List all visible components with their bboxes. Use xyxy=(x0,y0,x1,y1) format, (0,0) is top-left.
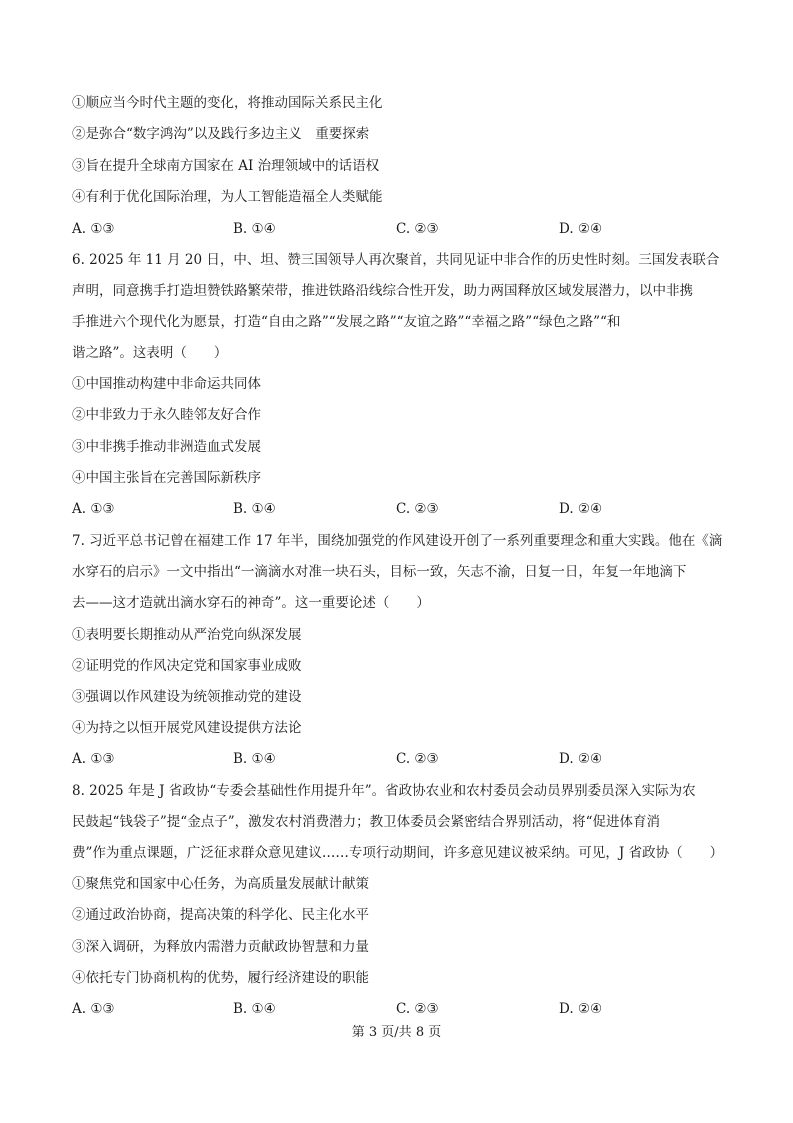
page-number: 第 3 页/共 8 页 xyxy=(351,1025,442,1040)
q6-option-d: D. ②④ xyxy=(559,501,603,517)
q5-item-1: ①顺应当今时代主题的变化，将推动国际关系民主化 xyxy=(72,95,383,111)
q7-item-2: ②证明党的作风决定党和国家事业成败 xyxy=(72,658,302,674)
q8-item-4: ④依托专门协商机构的优势，履行经济建设的职能 xyxy=(72,970,369,986)
q6-stem-line-4: 谐之路”。这表明（ ） xyxy=(72,345,228,361)
q8-stem-line-3: 费”作为重点课题，广泛征求群众意见建议……专项行动期间，许多意见建议被采纳。可见，J 省政协（ ） xyxy=(72,845,724,861)
q5-option-a: A. ①③ xyxy=(72,221,115,237)
q5-item-3: ③旨在提升全球南方国家在 AI 治理领域中的话语权 xyxy=(72,158,380,174)
q8-options xyxy=(72,1000,732,1018)
q6-item-3: ③中非携手推动非洲造血式发展 xyxy=(72,439,261,455)
q5-option-b: B. ①④ xyxy=(233,221,276,237)
q8-stem-line-1: 8. 2025 年是 J 省政协“专委会基础性作用提升年”。省政协农业和农村委员会动员界别委员深入实际为农 xyxy=(72,783,696,799)
q7-option-d: D. ②④ xyxy=(559,751,603,767)
q5-option-c: C. ②③ xyxy=(396,221,439,237)
q8-item-2: ②通过政治协商，提高决策的科学化、民主化水平 xyxy=(72,907,369,923)
q6-option-b: B. ①④ xyxy=(233,501,276,517)
q8-stem-line-2: 民鼓起“钱袋子”提“金点子”，激发农村消费潜力；教卫体委员会紧密结合界别活动，将“促进体育消 xyxy=(72,814,661,830)
q7-option-c: C. ②③ xyxy=(396,751,439,767)
q7-option-b: B. ①④ xyxy=(233,751,276,767)
q5-option-d: D. ②④ xyxy=(559,221,603,237)
q5-item-4: ④有利于优化国际治理，为人工智能造福全人类赋能 xyxy=(72,189,383,205)
q7-option-a: A. ①③ xyxy=(72,751,115,767)
q7-item-4: ④为持之以恒开展党风建设提供方法论 xyxy=(72,720,302,736)
q5-item-2: ②是弥合“数字鸿沟”以及践行多边主义 重要探索 xyxy=(72,126,370,142)
q7-stem-line-3: 去——这才造就出滴水穿石的神奇”。这一重要论述（ ） xyxy=(72,595,430,611)
q8-option-a: A. ①③ xyxy=(72,1001,115,1017)
q6-item-4: ④中国主张旨在完善国际新秩序 xyxy=(72,470,261,486)
q6-item-1: ①中国推动构建中非命运共同体 xyxy=(72,376,261,392)
q6-item-2: ②中非致力于永久睦邻友好合作 xyxy=(72,407,261,423)
q7-item-1: ①表明要长期推动从严治党向纵深发展 xyxy=(72,627,302,643)
q8-item-1: ①聚焦党和国家中心任务，为高质量发展献计献策 xyxy=(72,876,369,892)
q6-option-c: C. ②③ xyxy=(396,501,439,517)
q7-item-3: ③强调以作风建设为统领推动党的建设 xyxy=(72,689,302,705)
q7-stem-line-1: 7. 习近平总书记曾在福建工作 17 年半，围绕加强党的作风建设开创了一系列重要理念和重大实践。他在《滴 xyxy=(72,533,723,549)
q8-option-c: C. ②③ xyxy=(396,1001,439,1017)
q5-options xyxy=(72,220,732,238)
q6-stem-line-1: 6. 2025 年 11 月 20 日，中、坦、赞三国领导人再次聚首，共同见证中非合作的历史性时刻。三国发表联合 xyxy=(72,252,720,268)
q6-option-a: A. ①③ xyxy=(72,501,115,517)
q8-item-3: ③深入调研，为释放内需潜力贡献政协智慧和力量 xyxy=(72,939,369,955)
q8-option-d: D. ②④ xyxy=(559,1001,603,1017)
q8-option-b: B. ①④ xyxy=(233,1001,276,1017)
q7-stem-line-2: 水穿石的启示》一文中指出“一滴滴水对准一块石头，目标一致，矢志不渝，日复一日，年复一年地滴下 xyxy=(72,564,687,580)
q6-stem-line-2: 声明，同意携手打造坦赞铁路繁荣带，推进铁路沿线综合性开发，助力两国释放区域发展潜力，以中非携 xyxy=(72,283,693,299)
q6-stem-line-3: 手推进六个现代化为愿景，打造“自由之路”“发展之路”“友谊之路”“幸福之路”“绿色之路”“和 xyxy=(72,314,621,330)
q7-options xyxy=(72,750,732,768)
q6-options xyxy=(72,500,732,518)
